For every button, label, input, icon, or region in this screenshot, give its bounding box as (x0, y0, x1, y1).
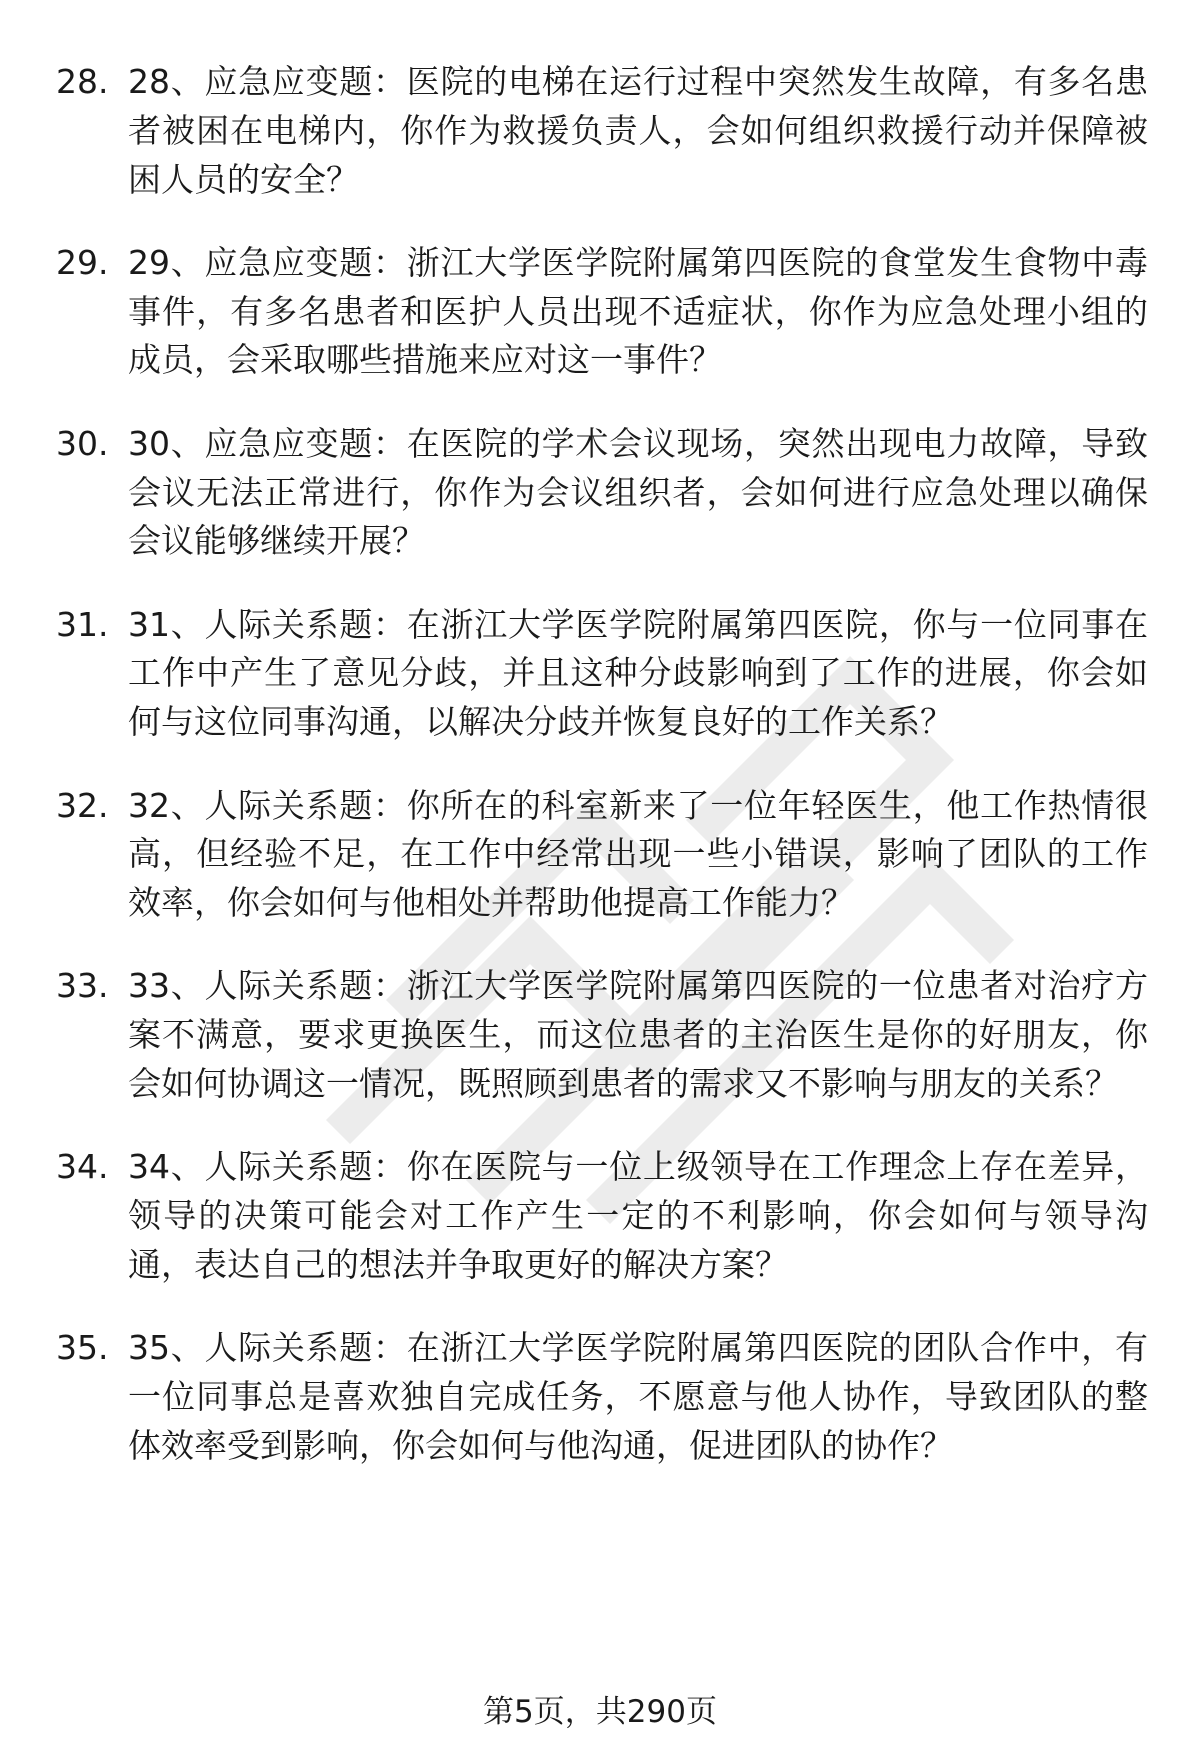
question-text: 35、人际关系题：在浙江大学医学院附属第四医院的团队合作中，有一位同事总是喜欢独自完成任务，不愿意与他人协作，导致团队的整体效率受到影响，你会如何与他沟通，促进团队的协作？ (128, 1328, 1148, 1465)
list-item (56, 1324, 1148, 1470)
question-text: 30、应急应变题：在医院的学术会议现场，突然出现电力故障，导致会议无法正常进行，你作为会议组织者，会如何进行应急处理以确保会议能够继续开展？ (128, 423, 1148, 561)
question-text: 33、人际关系题：浙江大学医学院附属第四医院的一位患者对治疗方案不满意，要求更换医生，而这位患者的主治医生是你的好朋友，你会如何协调这一情况，既照顾到患者的需求又不影响与朋友的关系？ (128, 966, 1148, 1104)
page-footer: 第5页，共290页 (483, 1694, 717, 1730)
question-number: 31. (56, 604, 109, 644)
question-text: 34、人际关系题：你在医院与一位上级领导在工作理念上存在差异，领导的决策可能会对工作产生一定的不利影响，你会如何与领导沟通，表达自己的想法并争取更好的解决方案？ (128, 1147, 1148, 1284)
list-item (56, 58, 1148, 204)
question-number: 29. (56, 242, 109, 282)
question-number: 32. (56, 785, 109, 825)
list-item (56, 782, 1148, 928)
list-item (56, 962, 1148, 1108)
question-text: 29、应急应变题：浙江大学医学院附属第四医院的食堂发生食物中毒事件，有多名患者和医护人员出现不适症状，你作为应急处理小组的成员，会采取哪些措施来应对这一事件？ (128, 242, 1148, 380)
question-text: 32、人际关系题：你所在的科室新来了一位年轻医生，他工作热情很高，但经验不足，在工作中经常出现一些小错误，影响了团队的工作效率，你会如何与他相处并帮助他提高工作能力？ (128, 785, 1148, 923)
question-number: 30. (56, 423, 109, 463)
question-text: 31、人际关系题：在浙江大学医学院附属第四医院，你与一位同事在工作中产生了意见分歧，并且这种分歧影响到了工作的进展，你会如何与这位同事沟通，以解决分歧并恢复良好的工作关系？ (128, 604, 1148, 742)
question-list (56, 58, 1148, 1505)
question-number: 33. (56, 966, 109, 1006)
question-number: 34. (56, 1147, 109, 1187)
question-text: 28、应急应变题：医院的电梯在运行过程中突然发生故障，有多名患者被困在电梯内，你作为救援负责人，会如何组织救援行动并保障被困人员的安全？ (128, 62, 1148, 199)
list-item (56, 239, 1148, 385)
list-item (56, 1143, 1148, 1289)
list-item (56, 601, 1148, 747)
question-number: 28. (56, 62, 109, 101)
question-number: 35. (56, 1328, 109, 1368)
list-item (56, 420, 1148, 566)
